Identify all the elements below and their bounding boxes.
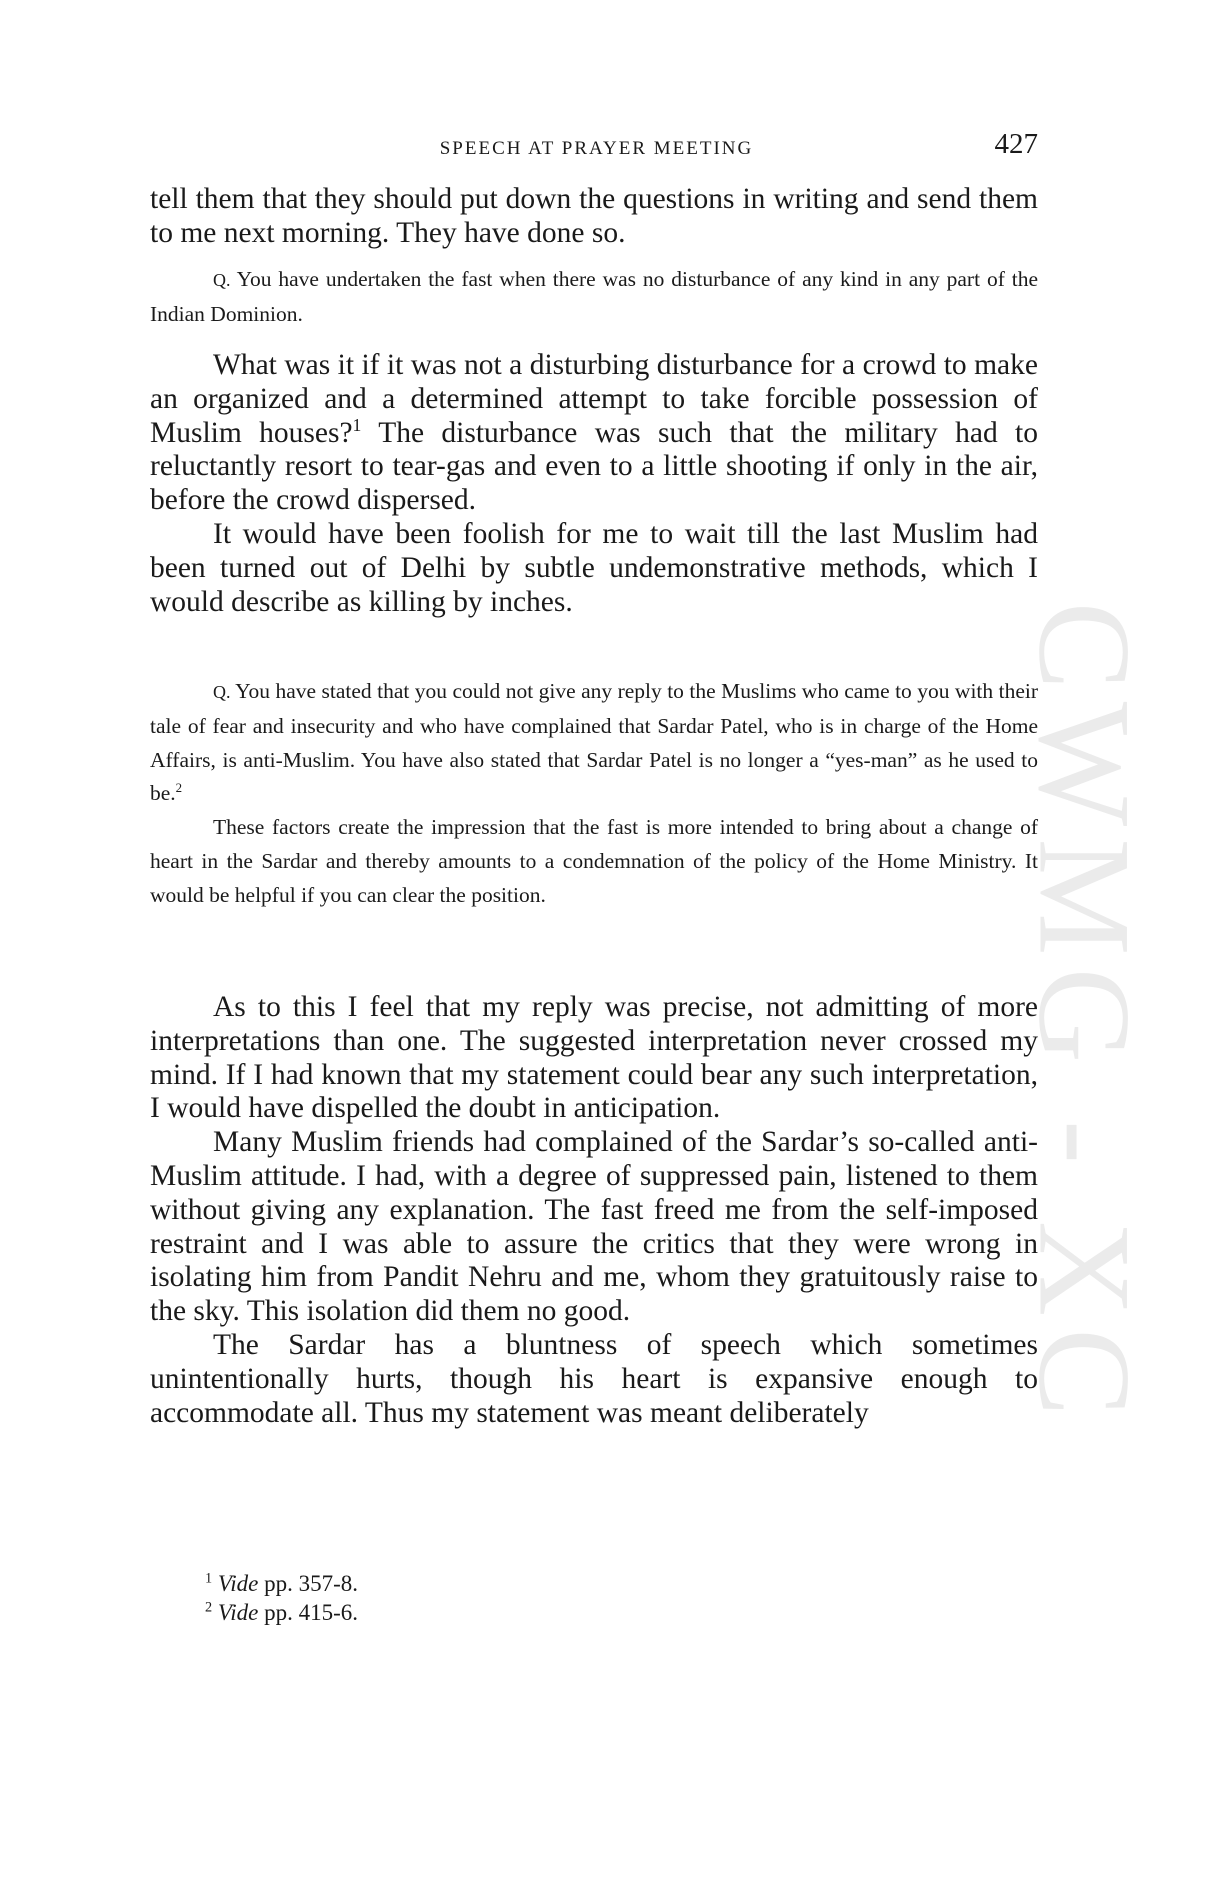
question-label: Q. bbox=[213, 682, 231, 702]
footnote-vide: Vide bbox=[217, 1600, 259, 1625]
page-number: 427 bbox=[994, 128, 1038, 160]
question-text bbox=[150, 675, 1038, 811]
footnote-pages: pp. 415-6. bbox=[264, 1600, 358, 1625]
paragraph-text: It would have been foolish for me to wait till the last Muslim had been turned out of Delhi by subtle undemonstrative methods, which I would describe as killing by inches. bbox=[150, 517, 1038, 618]
paragraph-segment: The disturbance was such that the military had to reluctantly resort to tear-gas and even to a little shooting if only in the air, before the crowd dispersed. bbox=[150, 416, 1038, 517]
question-body: You have stated that you could not give any reply to the Muslims who came to you with their tale of fear and insecurity and who have complained that Sardar Patel, who is in charge of the Home Affairs, is anti-Muslim. You have also stated that Sardar Patel is no longer a “yes-man” as he used to be. bbox=[150, 679, 1039, 806]
footnote-ref-2: 2 bbox=[175, 781, 183, 796]
paragraph-segment: What was it if it was not a disturbing disturbance for a crowd to make an organized and a determined attempt to take forcible possession of Muslim houses? bbox=[150, 349, 1038, 449]
answer-2 bbox=[150, 991, 1038, 1430]
question-2 bbox=[150, 675, 1038, 913]
footnote-vide: Vide bbox=[217, 1571, 259, 1596]
paragraph-text: As to this I feel that my reply was precise, not admitting of more interpretations than one. The suggested interpretation never crossed my mind. If I had known that my statement could bear any such interpretation, I would have dispelled the doubt in anticipation. bbox=[150, 991, 1038, 1125]
paragraph-text: tell them that they should put down the questions in writing and send them to me next morning. They have done so. bbox=[150, 183, 1038, 249]
running-head: SPEECH AT PRAYER MEETING bbox=[439, 138, 754, 159]
footnotes bbox=[205, 1569, 358, 1627]
question-label: Q. bbox=[213, 270, 231, 290]
watermark: CWMG - XC bbox=[1011, 601, 1159, 1429]
page-header bbox=[155, 128, 1038, 168]
footnote-ref-1: 1 bbox=[352, 414, 362, 435]
answer-1 bbox=[150, 349, 1038, 619]
footnote-mark: 2 bbox=[205, 1599, 213, 1616]
question-text: These factors create the impression that the fast is more intended to bring about a change of heart in the Sardar and thereby amounts to a condemnation of the policy of the Home Ministry. It would be helpful if you can clear the position. bbox=[150, 815, 1038, 907]
question-1 bbox=[150, 263, 1038, 332]
footnote bbox=[205, 1569, 358, 1598]
question-body: You have undertaken the fast when there was no disturbance of any kind in any part of the Indian Dominion. bbox=[150, 267, 1039, 326]
paragraph-text: The Sardar has a bluntness of speech which sometimes unintentionally hurts, though his heart is expansive enough to accommodate all. Thus my statement was meant deliberately bbox=[150, 1328, 1038, 1429]
footnote bbox=[205, 1598, 358, 1627]
footnote-mark: 1 bbox=[205, 1570, 213, 1587]
paragraph-text: Many Muslim friends had complained of the Sardar’s so-called anti-Muslim attitude. I had, with a degree of suppressed pain, listened to them without giving any explanation. The fast freed me from the self-imposed restraint and I was able to assure the critics that they were wrong in isolating him from Pandit Nehru and me, whom they gratuitously raise to the sky. This isolation did them no good. bbox=[150, 1126, 1038, 1328]
footnote-pages: pp. 357-8. bbox=[264, 1571, 358, 1596]
paragraph-text bbox=[150, 349, 1038, 518]
question-text bbox=[150, 263, 1038, 332]
paragraph-continued bbox=[150, 183, 1038, 251]
